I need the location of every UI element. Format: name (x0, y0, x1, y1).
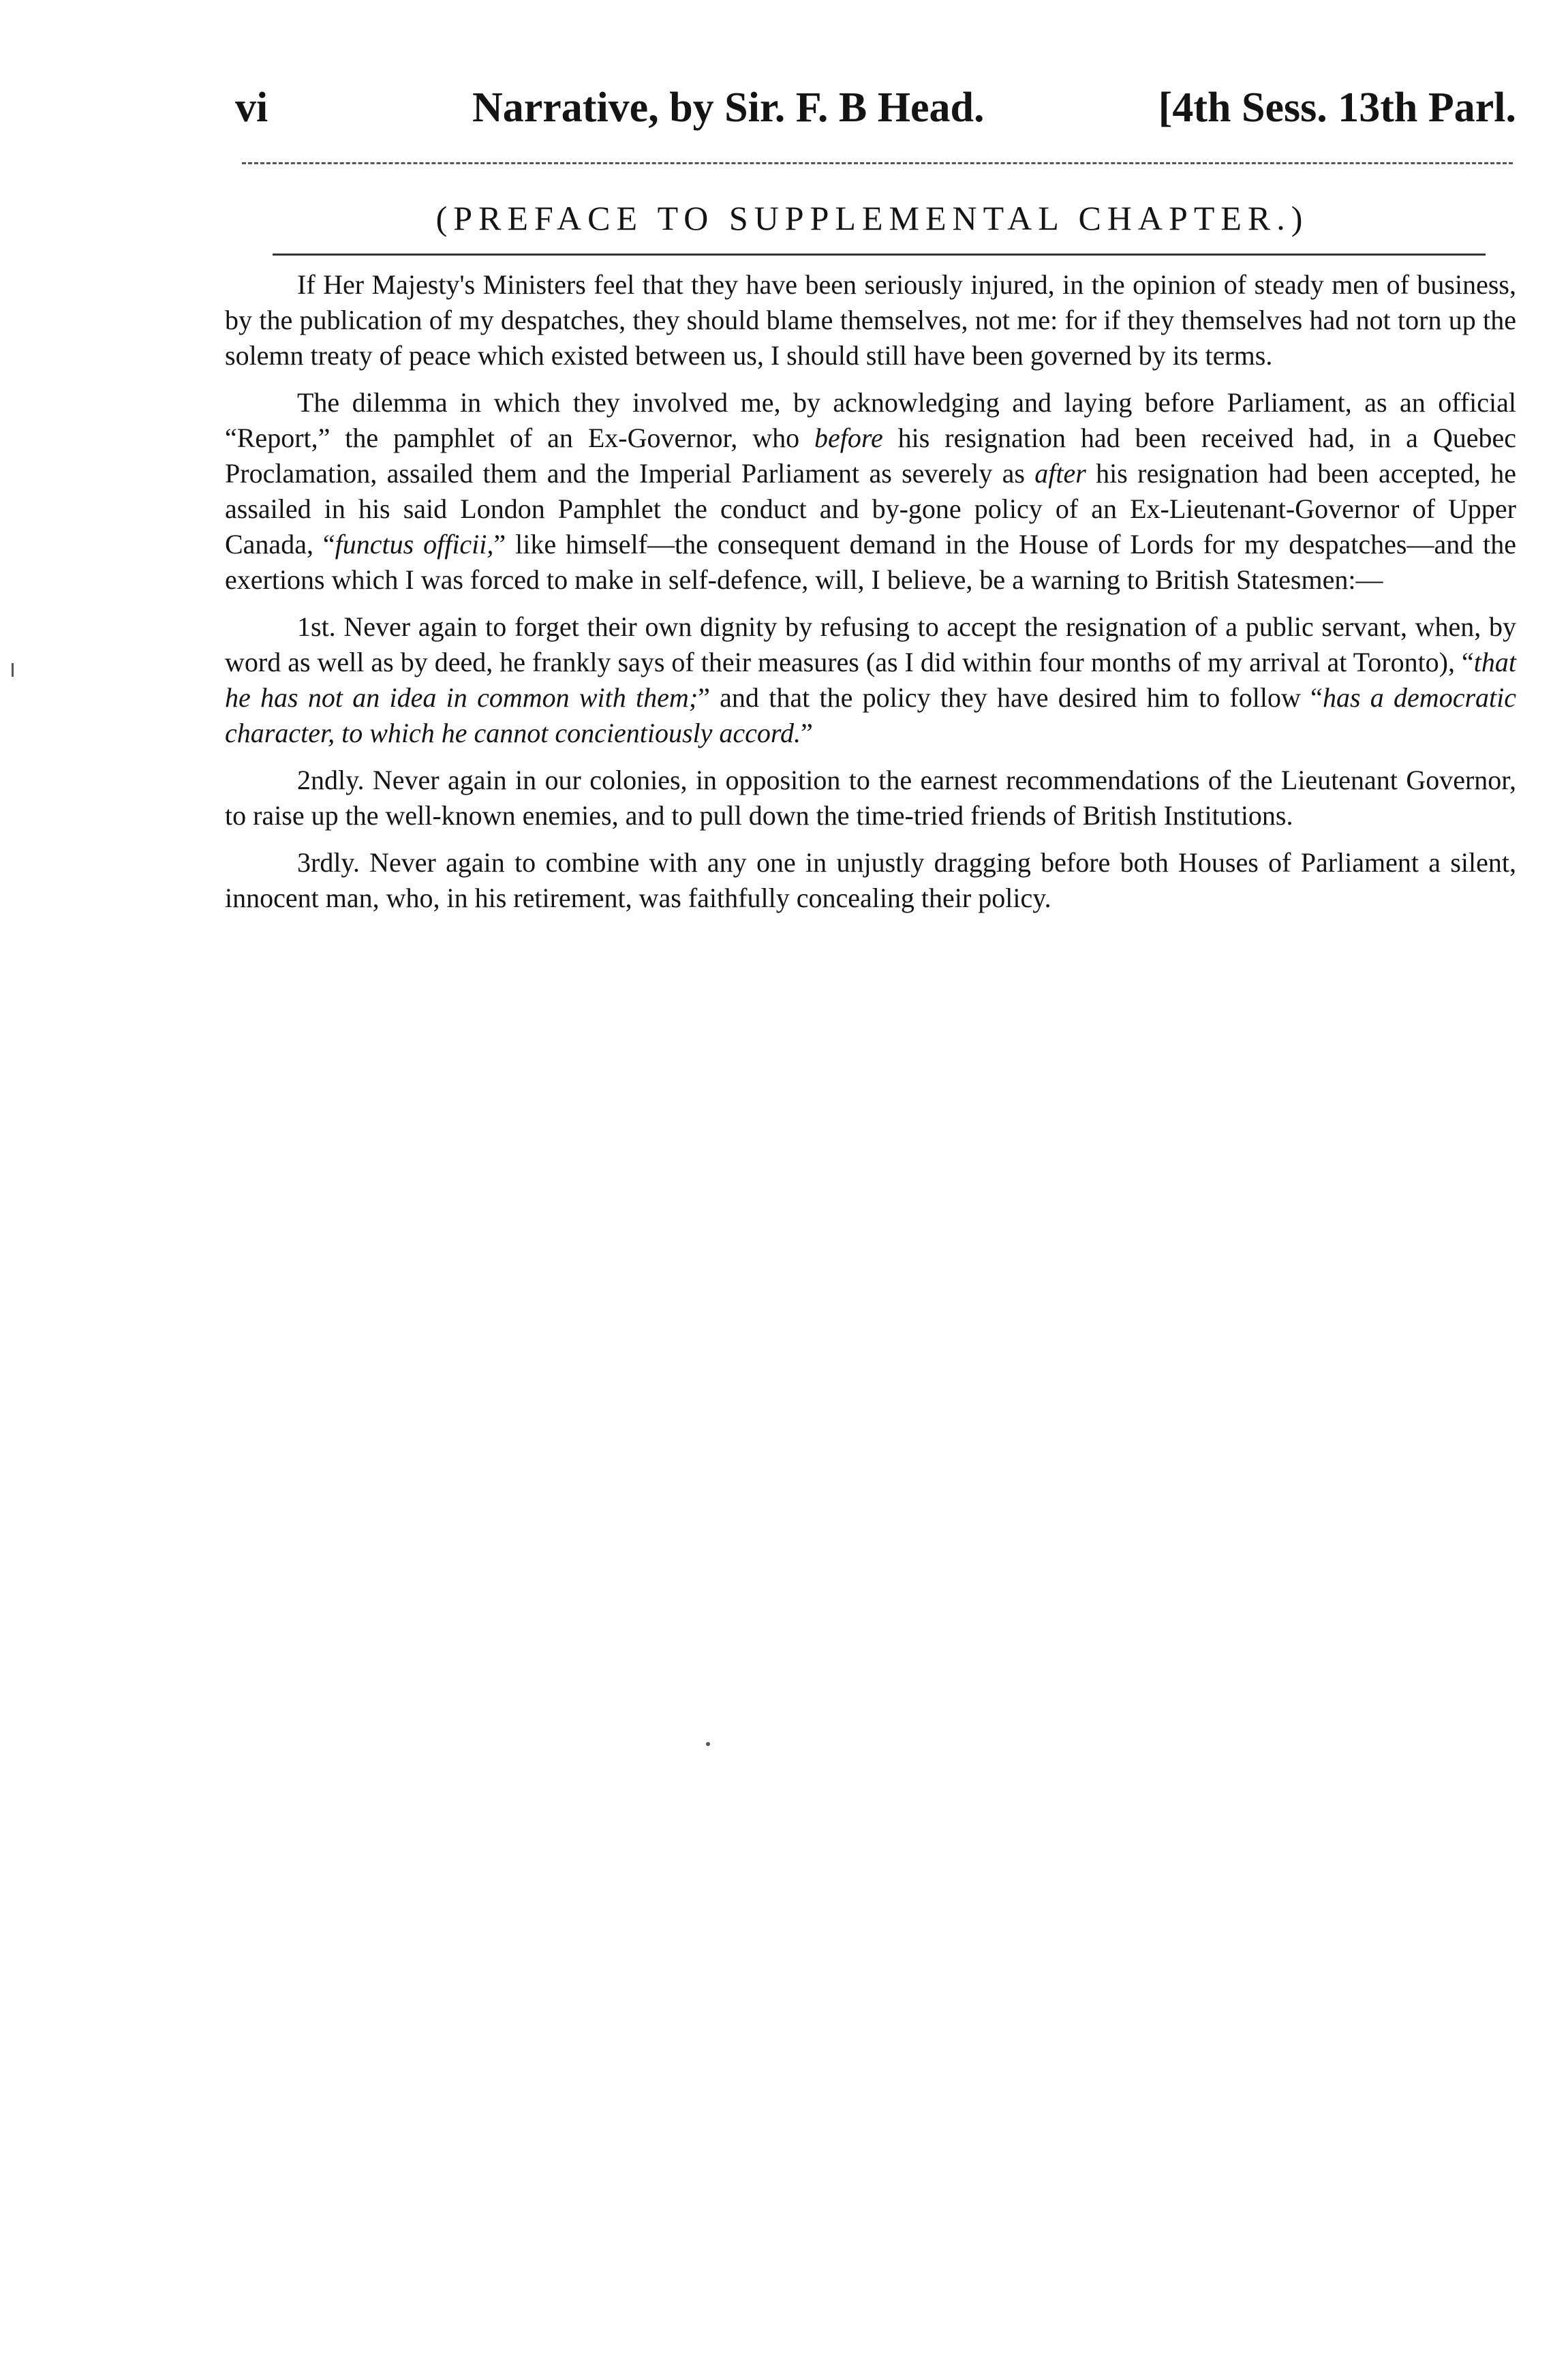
heading-rule (273, 254, 1486, 256)
body-text (225, 267, 1516, 928)
running-head-title: Narrative, by Sir. F. B Head. (472, 85, 985, 131)
running-head (235, 80, 1516, 135)
paragraph-2 (225, 385, 1516, 598)
paragraph-2-italic-after: after (1034, 458, 1086, 489)
paragraph-2-text: ” like himself—the consequent demand in the House of Lords for my despatches—and the exertions which I was forced to make in self-defence, will, I believe, be a warning to British Statesmen:— (225, 529, 1517, 595)
paragraph-3-text: ” (800, 718, 813, 748)
paragraph-2-italic-before: before (814, 423, 883, 453)
paragraph-3-italic-quote-1: that he has not an idea in common with them; (225, 647, 1516, 713)
paragraph-2-text: The dilemma in which they involved me, by acknowledging and laying before Parliament, as an official “Report,” the pamphlet of an Ex-Governor, who (225, 387, 1516, 453)
paragraph-3-text: ” and that the policy they have desired him to follow “ (698, 682, 1323, 713)
paragraph-3 (225, 609, 1516, 751)
running-head-session: [4th Sess. 13th Parl. (1158, 85, 1516, 131)
paragraph-2-text: his resignation had been received had, in a Quebec Proclamation, assailed them and the Imperial Parliament as severely as (225, 423, 1516, 489)
print-speck (706, 1742, 710, 1746)
paragraph-3-text: 1st. Never again to forget their own dignity by refusing to accept the resignation of a public servant, when, by word as well as by deed, he frankly says of their measures (as I did within four months of my arrival at Toronto), “ (225, 611, 1516, 677)
header-rule (242, 162, 1513, 164)
paragraph-5: 3rdly. Never again to combine with any one in unjustly dragging before both Houses of Parliament a silent, innocent man, who, in his retirement, was faithfully concealing their policy. (225, 847, 1516, 913)
section-heading: (PREFACE TO SUPPLEMENTAL CHAPTER.) (435, 199, 1309, 237)
paragraph-4: 2ndly. Never again in our colonies, in opposition to the earnest recommendations of the Lieutenant Governor, to raise up the well-known enemies, and to pull down the time-tried friends of British Institutions. (225, 765, 1516, 831)
paragraph-2-text: his resignation had been accepted, he assailed in his said London Pamphlet the conduct and by-gone policy of an Ex-Lieutenant-Governor of Upper Canada, “ (225, 458, 1516, 560)
paragraph-2-italic-latin: functus officii, (335, 529, 494, 560)
paragraph-1: If Her Majesty's Ministers feel that they have been seriously injured, in the opinion of steady men of business, by the publication of my despatches, they should blame themselves, not me: for if they themselves had not torn up the solemn treaty of peace which existed between us, I should still have been governed by its terms. (225, 269, 1516, 371)
page-folio: vi (235, 85, 268, 131)
paragraph-3-italic-quote-2: has a democratic character, to which he cannot concientiously accord. (225, 682, 1516, 748)
margin-mark (12, 663, 14, 677)
